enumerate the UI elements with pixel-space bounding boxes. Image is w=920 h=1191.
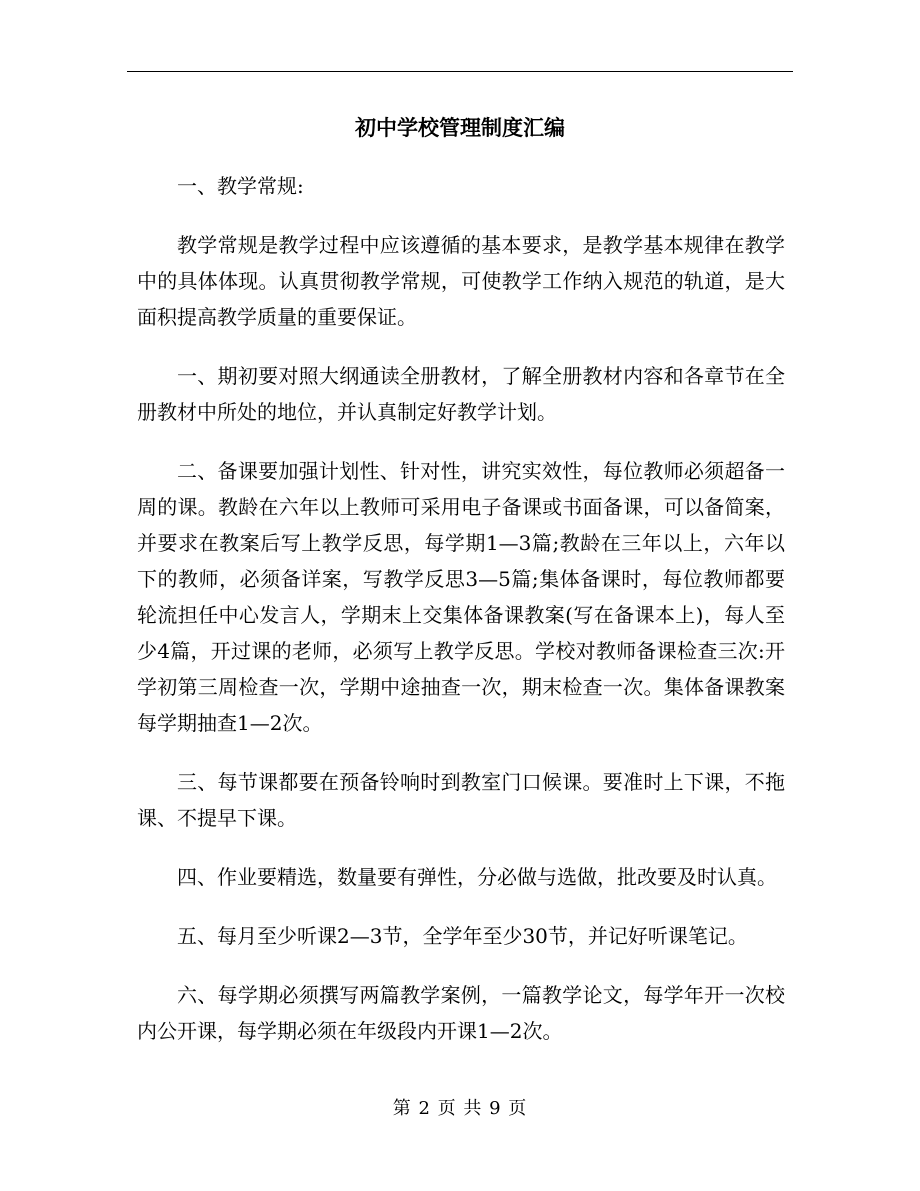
paragraph-item-1: 一、期初要对照大纲通读全册教材，了解全册教材内容和各章节在全册教材中所处的地位，并认真制定好教学计划。 <box>137 364 785 424</box>
paragraph-item-2: 二、备课要加强计划性、针对性，讲究实效性，每位教师必须超备一周的课。教龄在六年以上教师可采用电子备课或书面备课，可以备简案，并要求在教案后写上教学反思，每学期1—3篇;教龄在三年以上，六年以下的教师，必须备详案，写教学反思3—5篇;集体备课时，每位教师都要轮流担任中心发言人，学期末上交集体备课教案(写在备课本上)，每人至少4篇，开过课的老师，必须写上教学反思。学校对教师备课检查三次:开学初第三周检查一次，学期中途抽查一次，期末检查一次。集体备课教案每学期抽查1—2次。 <box>137 459 785 735</box>
paragraph-item-5: 五、每月至少听课2—3节，全学年至少30节，并记好听课笔记。 <box>177 924 748 948</box>
page-number-footer: 第 2 页 共 9 页 <box>392 1098 528 1119</box>
paragraph-item-6: 六、每学期必须撰写两篇教学案例，一篇教学论文，每学年开一次校内公开课，每学期必须在年级段内开课1—2次。 <box>137 983 785 1043</box>
paragraph-item-4: 四、作业要精选，数量要有弹性，分必做与选做，批改要及时认真。 <box>177 865 777 889</box>
document-body <box>137 168 785 1072</box>
section-heading-teaching-routine: 一、教学常规: <box>177 174 304 198</box>
header-rule <box>127 71 793 72</box>
paragraph-intro: 教学常规是教学过程中应该遵循的基本要求，是教学基本规律在教学中的具体体现。认真贯彻教学常规，可使教学工作纳入规范的轨道，是大面积提高教学质量的重要保证。 <box>137 233 785 329</box>
paragraph-item-3: 三、每节课都要在预备铃响时到教室门口候课。要准时上下课，不拖课、不提早下课。 <box>137 770 785 830</box>
document-title: 初中学校管理制度汇编 <box>355 115 565 140</box>
